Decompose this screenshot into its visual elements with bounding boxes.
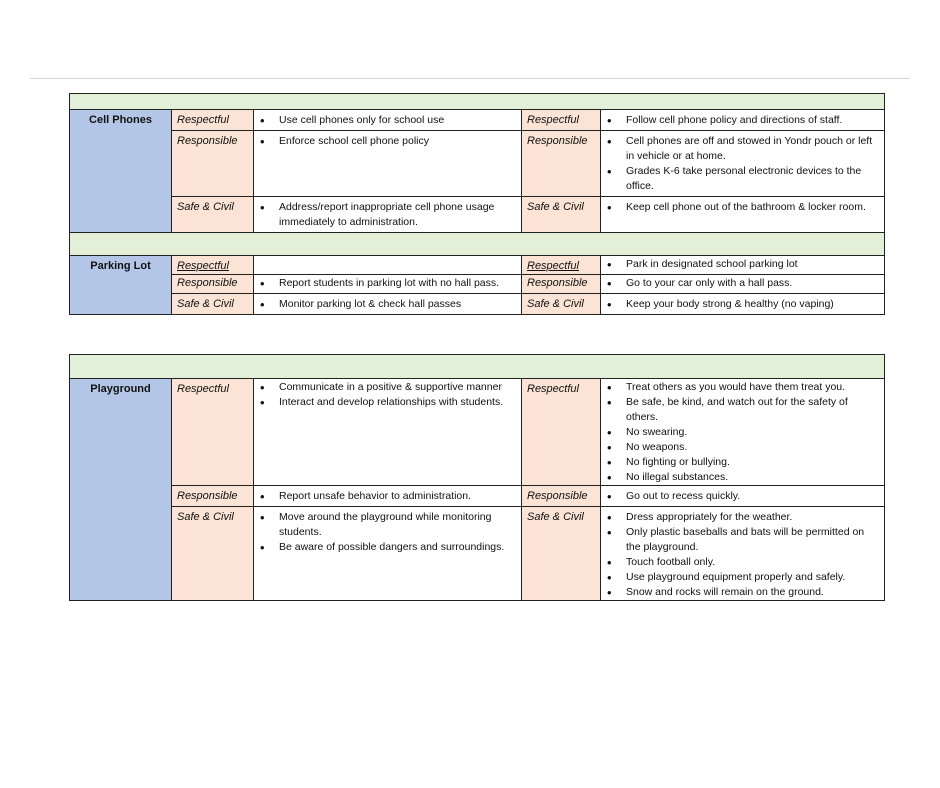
table-row — [70, 110, 885, 131]
table-row — [70, 294, 885, 315]
list-item: • Address/report inappropriate cell phone usage immediately to administration. — [258, 200, 517, 230]
student-expectations-cell — [601, 256, 885, 275]
staff-category-label: Responsible — [172, 131, 254, 197]
student-expectations-cell — [601, 379, 885, 486]
list-item: • Go to your car only with a hall pass. — [605, 276, 880, 291]
staff-expectations-cell — [254, 110, 522, 131]
section-header-band — [70, 355, 885, 379]
location-cell: Parking Lot — [70, 256, 172, 315]
list-item: • Snow and rocks will remain on the ground. — [605, 585, 880, 600]
expectations-table-1 — [69, 93, 885, 315]
section-header-band — [70, 233, 885, 256]
section-header-band — [70, 94, 885, 110]
list-item: • Enforce school cell phone policy — [258, 134, 517, 149]
staff-expectations-cell — [254, 131, 522, 197]
list-item: • Only plastic baseballs and bats will be permitted on the playground. — [605, 525, 880, 555]
table-row — [70, 486, 885, 507]
list-item: • Be safe, be kind, and watch out for the safety of others. — [605, 395, 880, 425]
student-expectations-cell — [601, 131, 885, 197]
list-item: • Move around the playground while monitoring students. — [258, 510, 517, 540]
staff-expectations-cell — [254, 275, 522, 294]
list-item: • Use cell phones only for school use — [258, 113, 517, 128]
list-item: • Treat others as you would have them treat you. — [605, 380, 880, 395]
staff-category-label: Respectful — [172, 256, 254, 275]
table-row — [70, 507, 885, 601]
staff-expectations-cell — [254, 197, 522, 233]
list-item: • Grades K-6 take personal electronic devices to the office. — [605, 164, 880, 194]
list-item: • Report unsafe behavior to administration. — [258, 489, 517, 504]
student-category-label: Responsible — [522, 131, 601, 197]
staff-expectations-cell — [254, 294, 522, 315]
table-row — [70, 379, 885, 486]
student-expectations-cell — [601, 275, 885, 294]
list-item: • Dress appropriately for the weather. — [605, 510, 880, 525]
staff-expectations-cell — [254, 507, 522, 601]
table-row — [70, 256, 885, 275]
table-row — [70, 131, 885, 197]
page-top-rule — [30, 78, 910, 79]
staff-expectations-cell — [254, 379, 522, 486]
list-item: • Go out to recess quickly. — [605, 489, 880, 504]
student-category-label: Responsible — [522, 275, 601, 294]
staff-expectations-cell — [254, 256, 522, 275]
staff-category-label: Responsible — [172, 486, 254, 507]
list-item: • No weapons. — [605, 440, 880, 455]
student-expectations-cell — [601, 486, 885, 507]
expectations-table-2 — [69, 354, 885, 601]
list-item: • No fighting or bullying. — [605, 455, 880, 470]
table-row — [70, 197, 885, 233]
list-item: • Use playground equipment properly and safely. — [605, 570, 880, 585]
staff-category-label: Respectful — [172, 379, 254, 486]
list-item: • Keep your body strong & healthy (no vaping) — [605, 297, 880, 312]
location-cell: Playground — [70, 379, 172, 601]
student-category-label: Safe & Civil — [522, 507, 601, 601]
list-item: • Be aware of possible dangers and surroundings. — [258, 540, 517, 555]
list-item: • Monitor parking lot & check hall passes — [258, 297, 517, 312]
student-category-label: Safe & Civil — [522, 294, 601, 315]
student-expectations-cell — [601, 197, 885, 233]
student-category-label: Respectful — [522, 256, 601, 275]
student-category-label: Respectful — [522, 379, 601, 486]
list-item: • No illegal substances. — [605, 470, 880, 485]
student-category-label: Responsible — [522, 486, 601, 507]
list-item: • Park in designated school parking lot — [605, 257, 880, 272]
list-item: • Communicate in a positive & supportive manner — [258, 380, 517, 395]
student-expectations-cell — [601, 507, 885, 601]
list-item: • Cell phones are off and stowed in Yondr pouch or left in vehicle or at home. — [605, 134, 880, 164]
staff-category-label: Safe & Civil — [172, 294, 254, 315]
list-item: • Report students in parking lot with no hall pass. — [258, 276, 517, 291]
student-expectations-cell — [601, 294, 885, 315]
list-item: • Follow cell phone policy and directions of staff. — [605, 113, 880, 128]
student-category-label: Respectful — [522, 110, 601, 131]
list-item: • Keep cell phone out of the bathroom & locker room. — [605, 200, 880, 215]
student-category-label: Safe & Civil — [522, 197, 601, 233]
table-row — [70, 275, 885, 294]
list-item: • Interact and develop relationships with students. — [258, 395, 517, 410]
list-item: • No swearing. — [605, 425, 880, 440]
staff-expectations-cell — [254, 486, 522, 507]
student-expectations-cell — [601, 110, 885, 131]
location-cell: Cell Phones — [70, 110, 172, 233]
list-item: • Touch football only. — [605, 555, 880, 570]
staff-category-label: Respectful — [172, 110, 254, 131]
staff-category-label: Responsible — [172, 275, 254, 294]
staff-category-label: Safe & Civil — [172, 197, 254, 233]
staff-category-label: Safe & Civil — [172, 507, 254, 601]
